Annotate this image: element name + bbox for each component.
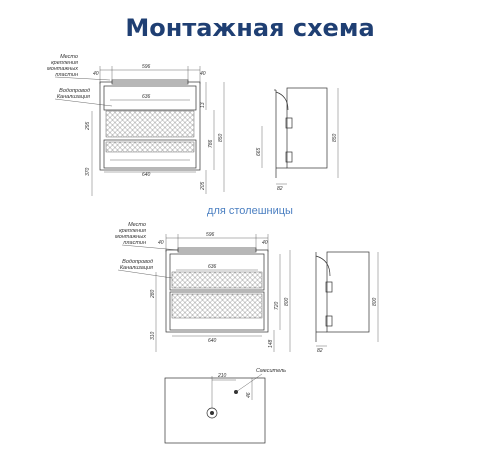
mount-label-line1: Место [60, 54, 78, 60]
mount-label-line3: монтажных [46, 66, 78, 72]
b-pipe-label-line2: Канализация [119, 265, 153, 271]
pipe-label-line1: Водопровод [59, 88, 90, 94]
bottom-front-view [115, 222, 290, 352]
side-outline [287, 88, 327, 168]
mount-leader-line [55, 77, 110, 80]
dim-786: 786 [208, 139, 214, 148]
bottom-side-view [316, 252, 378, 354]
pipe-leader-line [55, 99, 112, 106]
b-side-dim-800: 800 [372, 297, 378, 306]
dim-13: 13 [200, 102, 206, 108]
dim-370: 370 [85, 167, 91, 176]
dim-636: 636 [142, 94, 151, 100]
dim-205: 205 [200, 181, 206, 190]
top-side-view [256, 88, 338, 192]
b-mount-label-line4: пластин [123, 240, 146, 246]
b-mount-label-line2: крепления [119, 228, 146, 234]
b-dim-800: 800 [284, 297, 290, 306]
b-dim-40-right: 40 [262, 240, 268, 246]
b-dim-310: 310 [150, 331, 156, 340]
b-dim-636: 636 [208, 264, 217, 270]
side-dim-665: 665 [256, 147, 262, 156]
b-dim-640: 640 [208, 338, 217, 344]
page-title: Монтажная схема [125, 14, 375, 42]
mount-label-line2: крепления [51, 60, 78, 66]
side-pipe-curve [276, 92, 288, 110]
side-dim-850: 850 [332, 133, 338, 142]
b-dim-148: 148 [268, 339, 274, 348]
side-dim-82: 82 [277, 186, 283, 192]
drawer-hatch-upper [106, 111, 194, 137]
dim-640: 640 [142, 172, 151, 178]
b-mount-label-line1: Место [128, 222, 146, 228]
drawer-hatch-lower [106, 142, 194, 152]
dim-596: 596 [142, 64, 151, 70]
b-cabinet-outline [166, 250, 268, 332]
dim-40-right: 40 [200, 71, 206, 77]
b-dim-40-left: 40 [158, 240, 164, 246]
b-dim-720: 720 [274, 301, 280, 310]
countertop-outline [165, 378, 265, 443]
dim-295: 295 [85, 121, 91, 130]
ct-dim-210: 210 [218, 373, 227, 379]
mixer-label: Смеситель [256, 368, 287, 374]
b-dim-596: 596 [206, 232, 215, 238]
top-front-view [47, 54, 224, 196]
mount-label-line4: пластин [55, 72, 78, 78]
b-dim-280: 280 [150, 289, 156, 298]
ct-dim-46: 46 [246, 392, 252, 398]
dim-850: 850 [218, 133, 224, 142]
b-mount-label-line3: монтажных [114, 234, 146, 240]
pipe-label-line2: Канализация [56, 94, 90, 100]
dim-40-left: 40 [93, 71, 99, 77]
b-side-dim-82: 82 [317, 348, 323, 354]
b-pipe-label-line1: Водопровод [122, 259, 153, 265]
section-subtitle: для столешницы [207, 205, 293, 217]
countertop-top-view [165, 368, 286, 443]
